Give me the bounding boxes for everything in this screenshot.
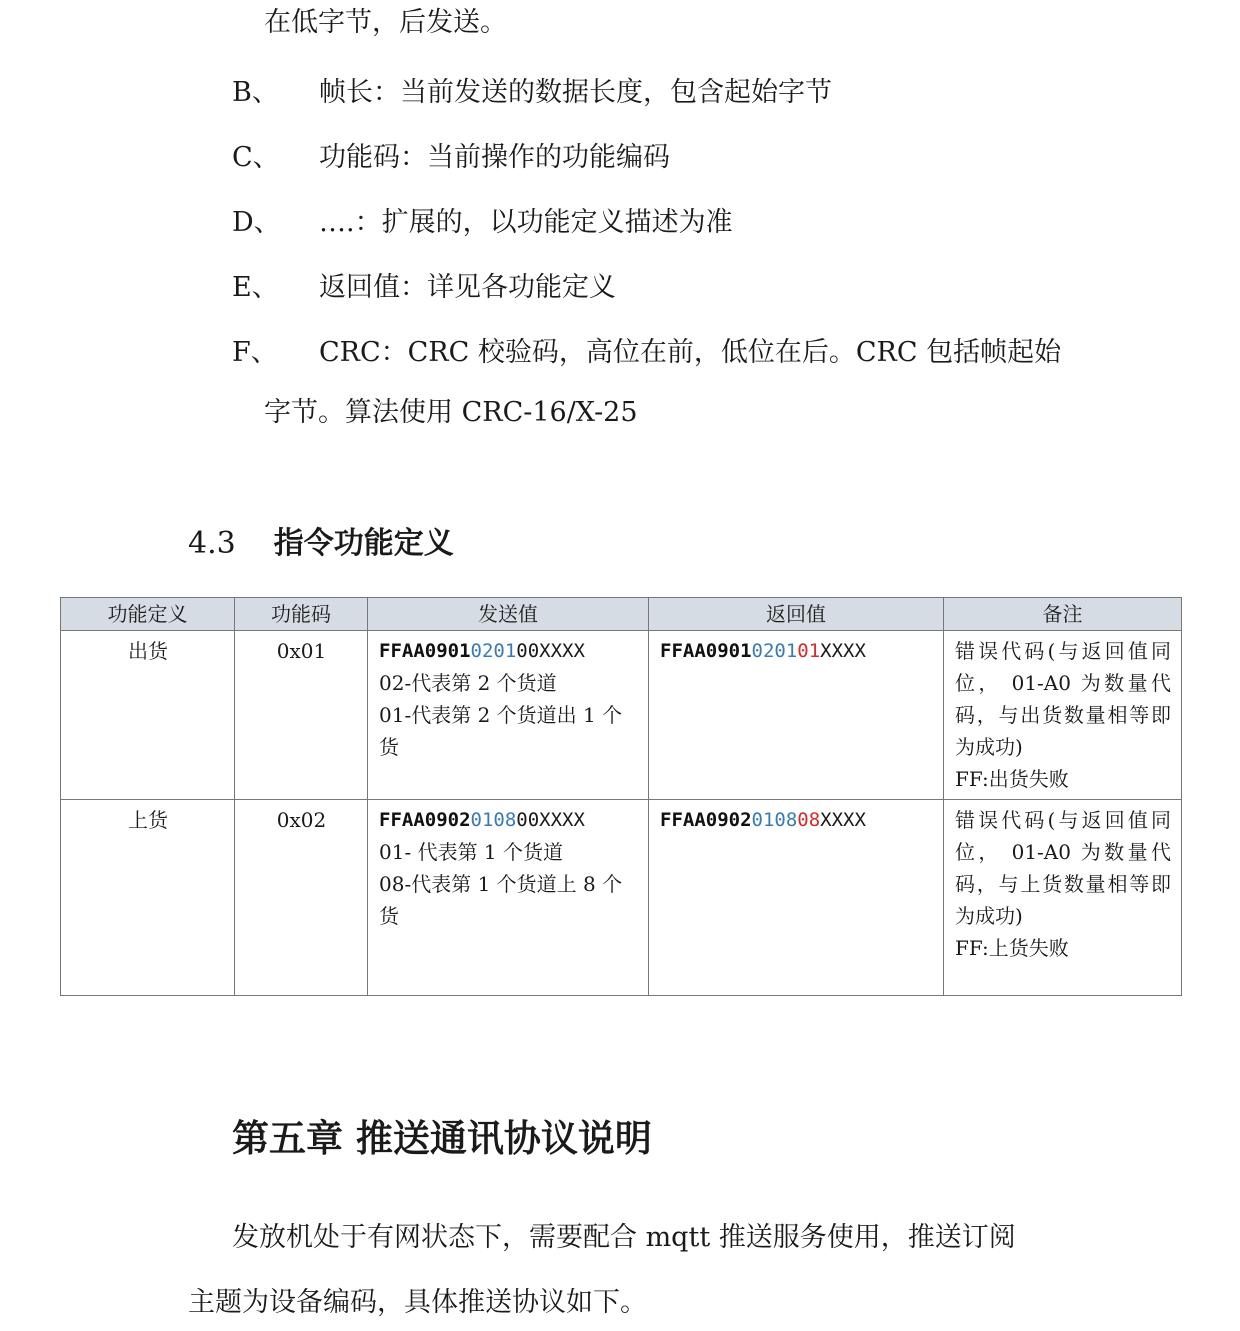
list-item-text: ….：扩展的，以功能定义描述为准 — [319, 207, 733, 238]
send-desc: 08-代表第 1 个货道上 8 个货 — [379, 872, 623, 928]
list-item-label: C、 — [232, 142, 280, 173]
table-row — [61, 800, 1182, 996]
send-desc: 02-代表第 2 个货道 — [379, 671, 557, 695]
list-item-label: F、 — [232, 337, 278, 368]
cell-send — [368, 631, 649, 800]
list-item-label: D、 — [232, 207, 281, 238]
note-text: 错误代码(与返回值同位， 01-A0 为数量代码，与上货数量相等即为成功) — [955, 808, 1171, 928]
send-hex: FFAA0901020100XXXX — [379, 640, 585, 662]
cell-note — [944, 800, 1182, 996]
command-table — [60, 597, 1182, 996]
cell-note — [944, 631, 1182, 800]
section-number: 4.3 — [188, 526, 236, 561]
paragraph-line: 发放机处于有网状态下，需要配合 mqtt 推送服务使用，推送订阅 — [232, 1222, 1016, 1253]
cell-return — [649, 800, 944, 996]
section-heading — [188, 518, 454, 562]
list-item-label: E、 — [232, 272, 279, 303]
note-text: 错误代码(与返回值同位， 01-A0 为数量代码，与出货数量相等即为成功) — [955, 639, 1171, 759]
list-item-continuation: 字节。算法使用 CRC-16/X-25 — [264, 397, 638, 428]
cell-send — [368, 800, 649, 996]
return-hex: FFAA0902010808XXXX — [660, 809, 866, 831]
return-hex: FFAA0901020101XXXX — [660, 640, 866, 662]
list-item-text: 帧长：当前发送的数据长度，包含起始字节 — [319, 77, 832, 108]
note-failure: FF:上货失败 — [955, 936, 1069, 960]
cell-function: 上货 — [61, 800, 235, 996]
list-item-text: CRC：CRC 校验码，高位在前，低位在后。CRC 包括帧起始 — [319, 337, 1062, 368]
header-send: 发送值 — [368, 598, 649, 631]
paragraph-line: 主题为设备编码，具体推送协议如下。 — [188, 1287, 647, 1318]
list-item-text: 返回值：详见各功能定义 — [319, 272, 616, 303]
chapter-title: 第五章 推送通讯协议说明 — [232, 1117, 652, 1160]
table-header-row — [61, 598, 1182, 631]
header-code: 功能码 — [235, 598, 368, 631]
header-return: 返回值 — [649, 598, 944, 631]
header-note: 备注 — [944, 598, 1182, 631]
send-hex: FFAA0902010800XXXX — [379, 809, 585, 831]
table-row — [61, 631, 1182, 800]
section-title: 指令功能定义 — [273, 526, 454, 561]
cell-code: 0x01 — [235, 631, 368, 800]
note-failure: FF:出货失败 — [955, 767, 1069, 791]
intro-continuation: 在低字节，后发送。 — [264, 7, 507, 38]
cell-function: 出货 — [61, 631, 235, 800]
send-desc: 01-代表第 2 个货道出 1 个货 — [379, 703, 623, 759]
list-item-text: 功能码：当前操作的功能编码 — [319, 142, 670, 173]
send-desc: 01- 代表第 1 个货道 — [379, 840, 564, 864]
header-function: 功能定义 — [61, 598, 235, 631]
cell-return — [649, 631, 944, 800]
cell-code: 0x02 — [235, 800, 368, 996]
list-item-label: B、 — [232, 77, 279, 108]
